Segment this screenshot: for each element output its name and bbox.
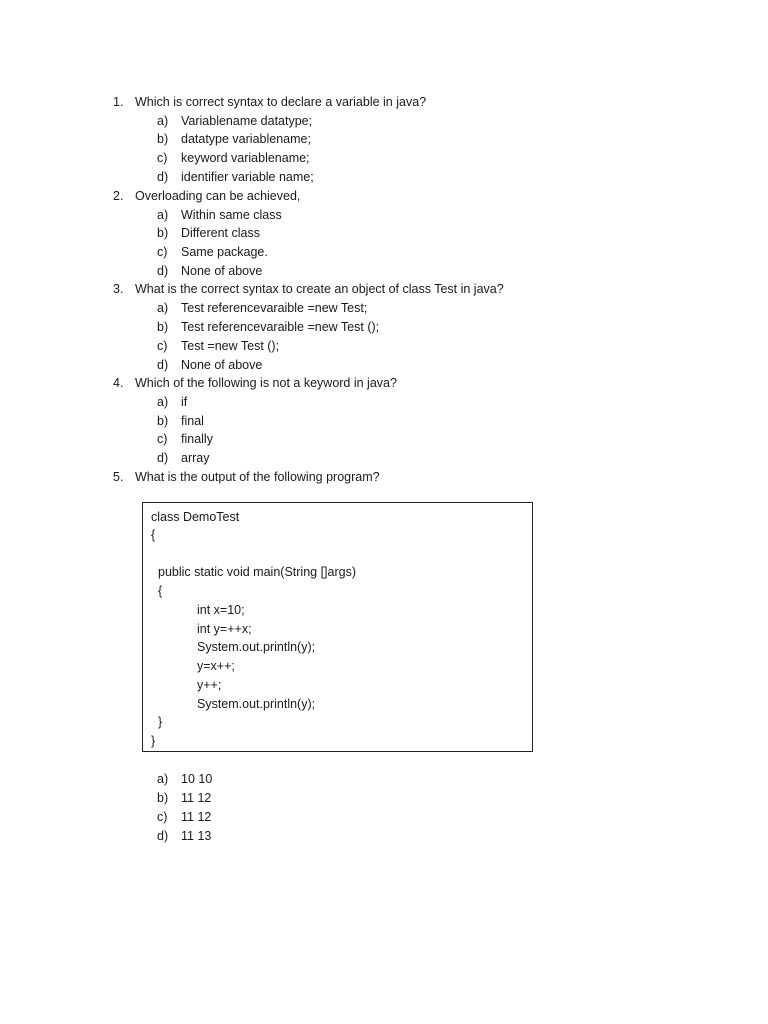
question-number: 3. [113,282,124,296]
option-label: c) [157,432,168,446]
code-line: int x=10; [197,603,245,617]
option-label: a) [157,114,169,128]
question-text: What is the output of the following program? [135,470,380,484]
code-line: y++; [197,678,222,692]
option-text: None of above [181,264,263,278]
option-label: a) [157,301,169,315]
option-text: None of above [181,358,263,372]
question-text: Which of the following is not a keyword in java? [135,376,397,390]
option-text: if [181,395,188,409]
code-line: } [158,715,163,729]
option-text: identifier variable name; [181,170,314,184]
question-text: Overloading can be achieved, [135,189,301,203]
option-text: Test referencevaraible =new Test (); [181,320,380,334]
code-line: int y=++x; [197,622,252,636]
question-number: 1. [113,95,124,109]
option-label: d) [157,829,169,843]
option-label: c) [157,245,168,259]
code-line: System.out.println(y); [197,640,316,654]
code-box [142,502,533,752]
question-number: 5. [113,470,124,484]
option-text: finally [181,432,213,446]
option-label: b) [157,791,169,805]
question-number: 4. [113,376,124,390]
option-label: c) [157,810,168,824]
option-label: c) [157,339,168,353]
code-line: System.out.println(y); [197,697,316,711]
option-text: 11 13 [181,829,212,843]
option-text: Variablename datatype; [181,114,313,128]
option-text: final [181,414,204,428]
option-label: d) [157,264,169,278]
option-label: c) [157,151,168,165]
option-label: a) [157,208,169,222]
code-line: y=x++; [197,659,235,673]
option-label: a) [157,395,169,409]
code-line: class DemoTest [151,510,240,524]
option-text: Same package. [181,245,268,259]
option-text: array [181,451,210,465]
option-label: d) [157,358,169,372]
option-text: 11 12 [181,791,212,805]
option-label: d) [157,451,169,465]
option-text: 10 10 [181,772,213,786]
question-text: What is the correct syntax to create an object of class Test in java? [135,282,504,296]
option-label: b) [157,414,169,428]
option-text: 11 12 [181,810,212,824]
option-text: datatype variablename; [181,132,311,146]
option-text: keyword variablename; [181,151,310,165]
option-label: b) [157,226,169,240]
code-line: { [151,528,156,542]
code-line: public static void main(String []args) [158,565,356,579]
code-line: } [151,734,156,748]
option-text: Within same class [181,208,282,222]
option-label: a) [157,772,169,786]
option-text: Different class [181,226,260,240]
code-line: { [158,584,163,598]
question-text: Which is correct syntax to declare a variable in java? [135,95,427,109]
option-label: d) [157,170,169,184]
option-text: Test referencevaraible =new Test; [181,301,368,315]
option-text: Test =new Test (); [181,339,280,353]
option-label: b) [157,320,169,334]
question-number: 2. [113,189,124,203]
option-label: b) [157,132,169,146]
